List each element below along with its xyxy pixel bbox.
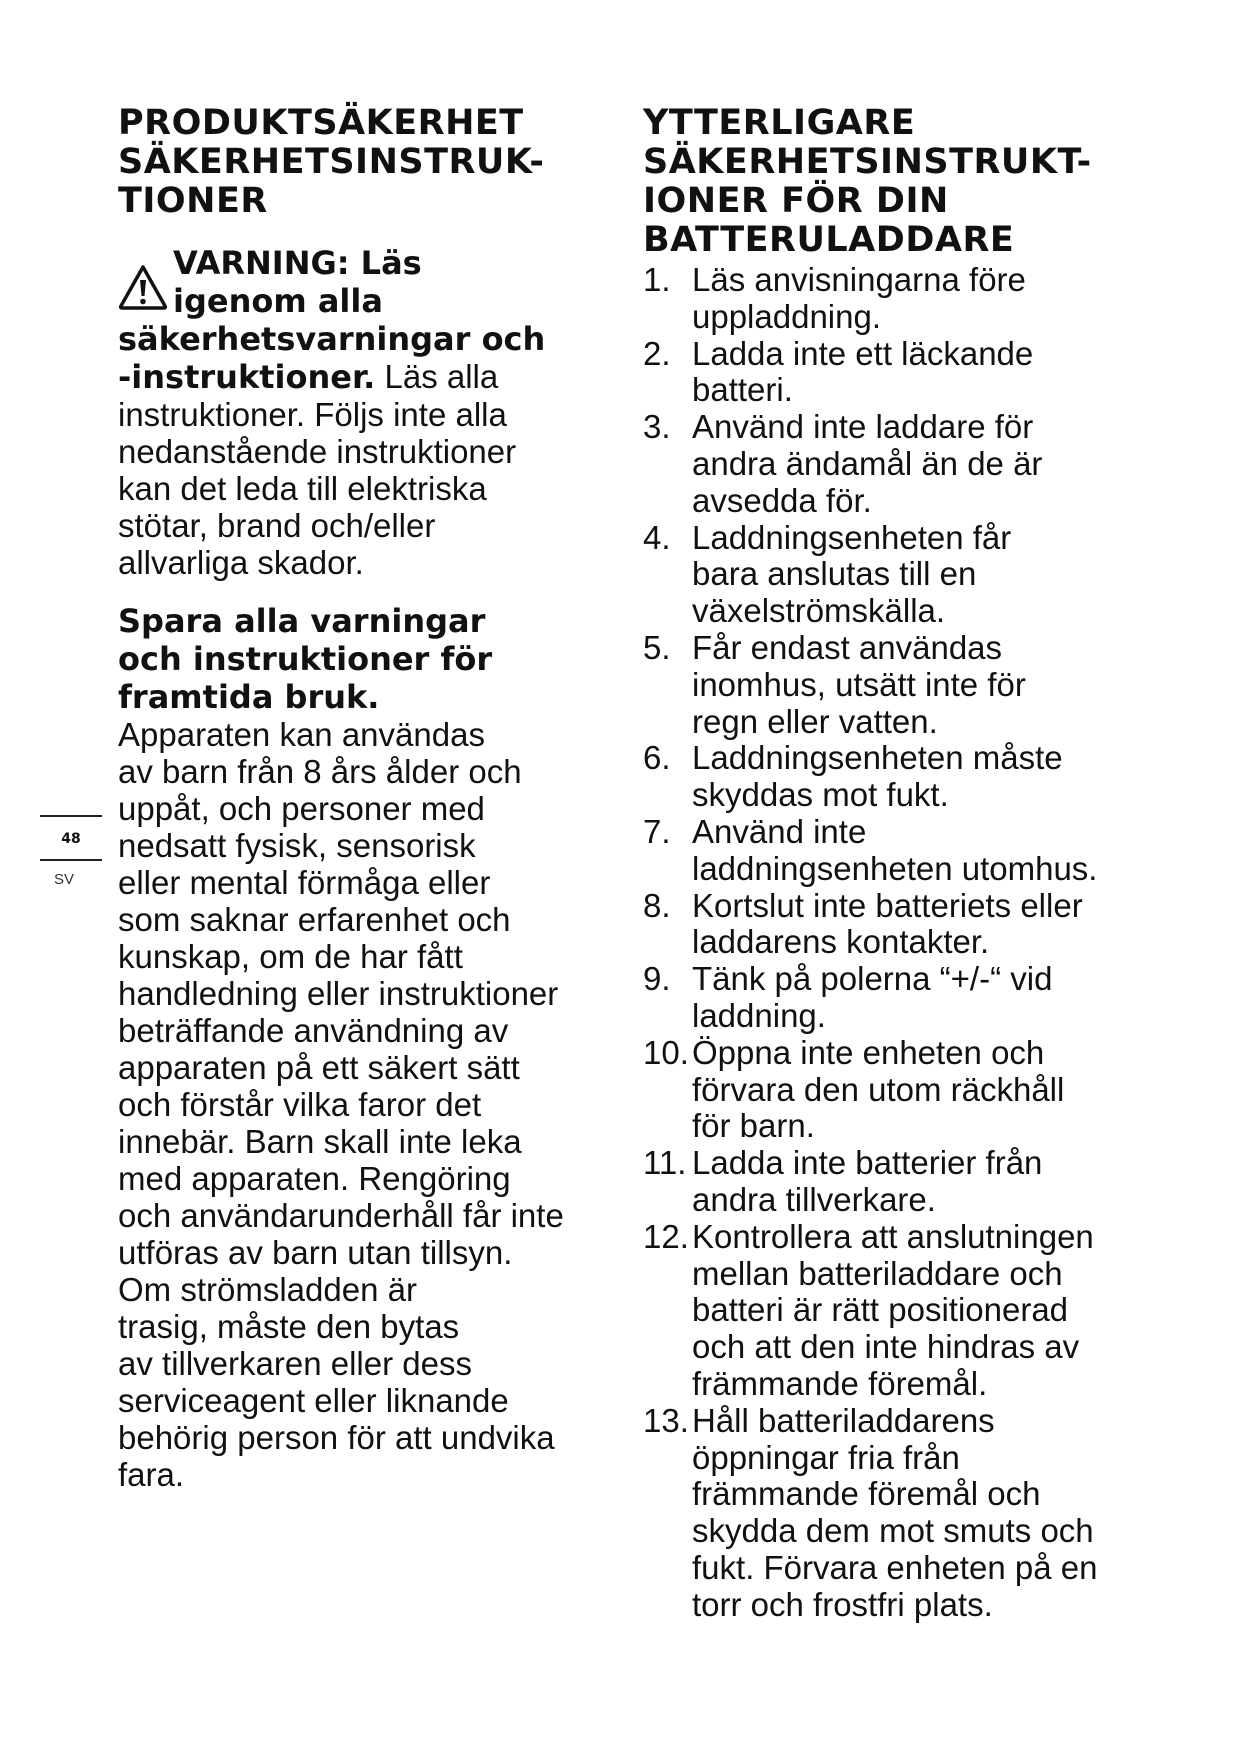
list-item-number: 13. <box>643 1401 689 1439</box>
list-item-text: Får endast användas inomhus, utsätt inte för regn eller vatten. <box>692 628 1026 740</box>
page-number: 48 <box>61 831 81 847</box>
warning-body-text: instruktioner. Följs inte alla nedanstående instruktioner kan det leda till elektriska stötar, brand och/eller allvarliga skador. <box>118 396 517 581</box>
list-item-text: Tänk på polerna “+/-“ vid laddning. <box>692 960 1053 1034</box>
list-item <box>643 630 1097 740</box>
list-item <box>643 520 1097 630</box>
list-item-text: Läs anvisningarna före uppladdning. <box>692 261 1026 335</box>
list-item-text: Håll batteriladdarens öppningar fria från främmande föremål och skydda dem mot smuts och fukt. Förvara enheten på en torr och frostfri plats. <box>692 1401 1098 1623</box>
language-code: SV <box>53 871 74 888</box>
warning-title-line-4: -instruktioner. <box>118 358 376 396</box>
list-item-number: 12. <box>643 1217 689 1255</box>
list-item <box>643 961 1097 1035</box>
list-item-text: Öppna inte enheten och förvara den utom räckhåll för barn. <box>692 1033 1065 1145</box>
list-item <box>643 1035 1097 1145</box>
warning-title-line-2: igenom alla <box>173 282 383 320</box>
list-item-number: 2. <box>643 334 671 372</box>
list-item <box>643 1219 1097 1403</box>
list-item-number: 8. <box>643 886 671 924</box>
list-item-text: Laddningsenheten får bara anslutas till en växelströmskälla. <box>692 518 1012 630</box>
list-item-number: 5. <box>643 628 671 666</box>
list-item-text: Använd inte laddningsenheten utomhus. <box>692 812 1098 887</box>
list-item-number: 3. <box>643 408 671 446</box>
list-item-text: Ladda inte ett läckande batteri. <box>692 334 1034 409</box>
list-item-number: 10. <box>643 1033 689 1071</box>
charger-safety-heading: YTTERLIGARE SÄKERHETSINSTRUKT- IONER FÖR DIN BATTERULADDARE <box>643 103 1092 260</box>
list-item-number: 4. <box>643 518 671 556</box>
warning-text-line-4: Läs alla <box>375 358 499 395</box>
save-instructions-body: Apparaten kan användas av barn från 8 års ålder och uppåt, och personer med nedsatt fysisk, sensorisk eller mental förmåga eller som saknar erfarenhet och kunskap, om de har fått handledning eller instruktioner beträffande användning av apparaten på ett säkert sätt och förstår vilka faror det innebär. Barn skall inte leka med apparaten. Rengöring och användarunderhåll får inte utföras av barn utan tillsyn. Om strömsladden är trasig, måste den bytas av tillverkaren eller dess serviceagent eller liknande behörig person för att undvika fara. <box>118 716 564 1493</box>
save-instructions-paragraph <box>118 602 564 1493</box>
list-item <box>643 740 1097 814</box>
warning-title-line-3: säkerhetsvarningar och <box>118 320 546 358</box>
list-item-text: Laddningsenheten måste skyddas mot fukt. <box>692 739 1063 814</box>
list-item-number: 6. <box>643 739 671 777</box>
list-item-number: 11. <box>643 1144 687 1182</box>
page-marker-top-rule <box>40 815 102 817</box>
page-marker <box>40 815 102 861</box>
list-item <box>643 888 1097 962</box>
charger-instructions-list <box>643 262 1097 1623</box>
warning-title-line-1: VARNING: Läs <box>173 244 422 282</box>
list-item <box>643 1403 1097 1624</box>
list-item-text: Kortslut inte batteriets eller laddarens kontakter. <box>692 886 1083 961</box>
list-item <box>643 814 1097 888</box>
list-item-text: Kontrollera att anslutningen mellan batteriladdare och batteri är rätt positionerad och att den inte hindras av främmande föremål. <box>692 1217 1094 1402</box>
save-instructions-title: Spara alla varningar och instruktioner för framtida bruk. <box>118 602 493 716</box>
list-item-number: 7. <box>643 812 671 850</box>
list-item-number: 9. <box>643 960 671 998</box>
list-item <box>643 262 1097 336</box>
list-item <box>643 336 1097 410</box>
product-safety-heading: PRODUKTSÄKERHET SÄKERHETSINSTRUK- TIONER <box>118 103 545 221</box>
page-marker-bottom-rule <box>40 859 102 861</box>
list-item <box>643 1145 1097 1219</box>
warning-paragraph <box>118 244 545 581</box>
list-item-text: Ladda inte batterier från andra tillverkare. <box>692 1144 1043 1218</box>
list-item-text: Använd inte laddare för andra ändamål än de är avsedda för. <box>692 408 1043 519</box>
list-item-number: 1. <box>643 261 671 298</box>
list-item <box>643 409 1097 519</box>
